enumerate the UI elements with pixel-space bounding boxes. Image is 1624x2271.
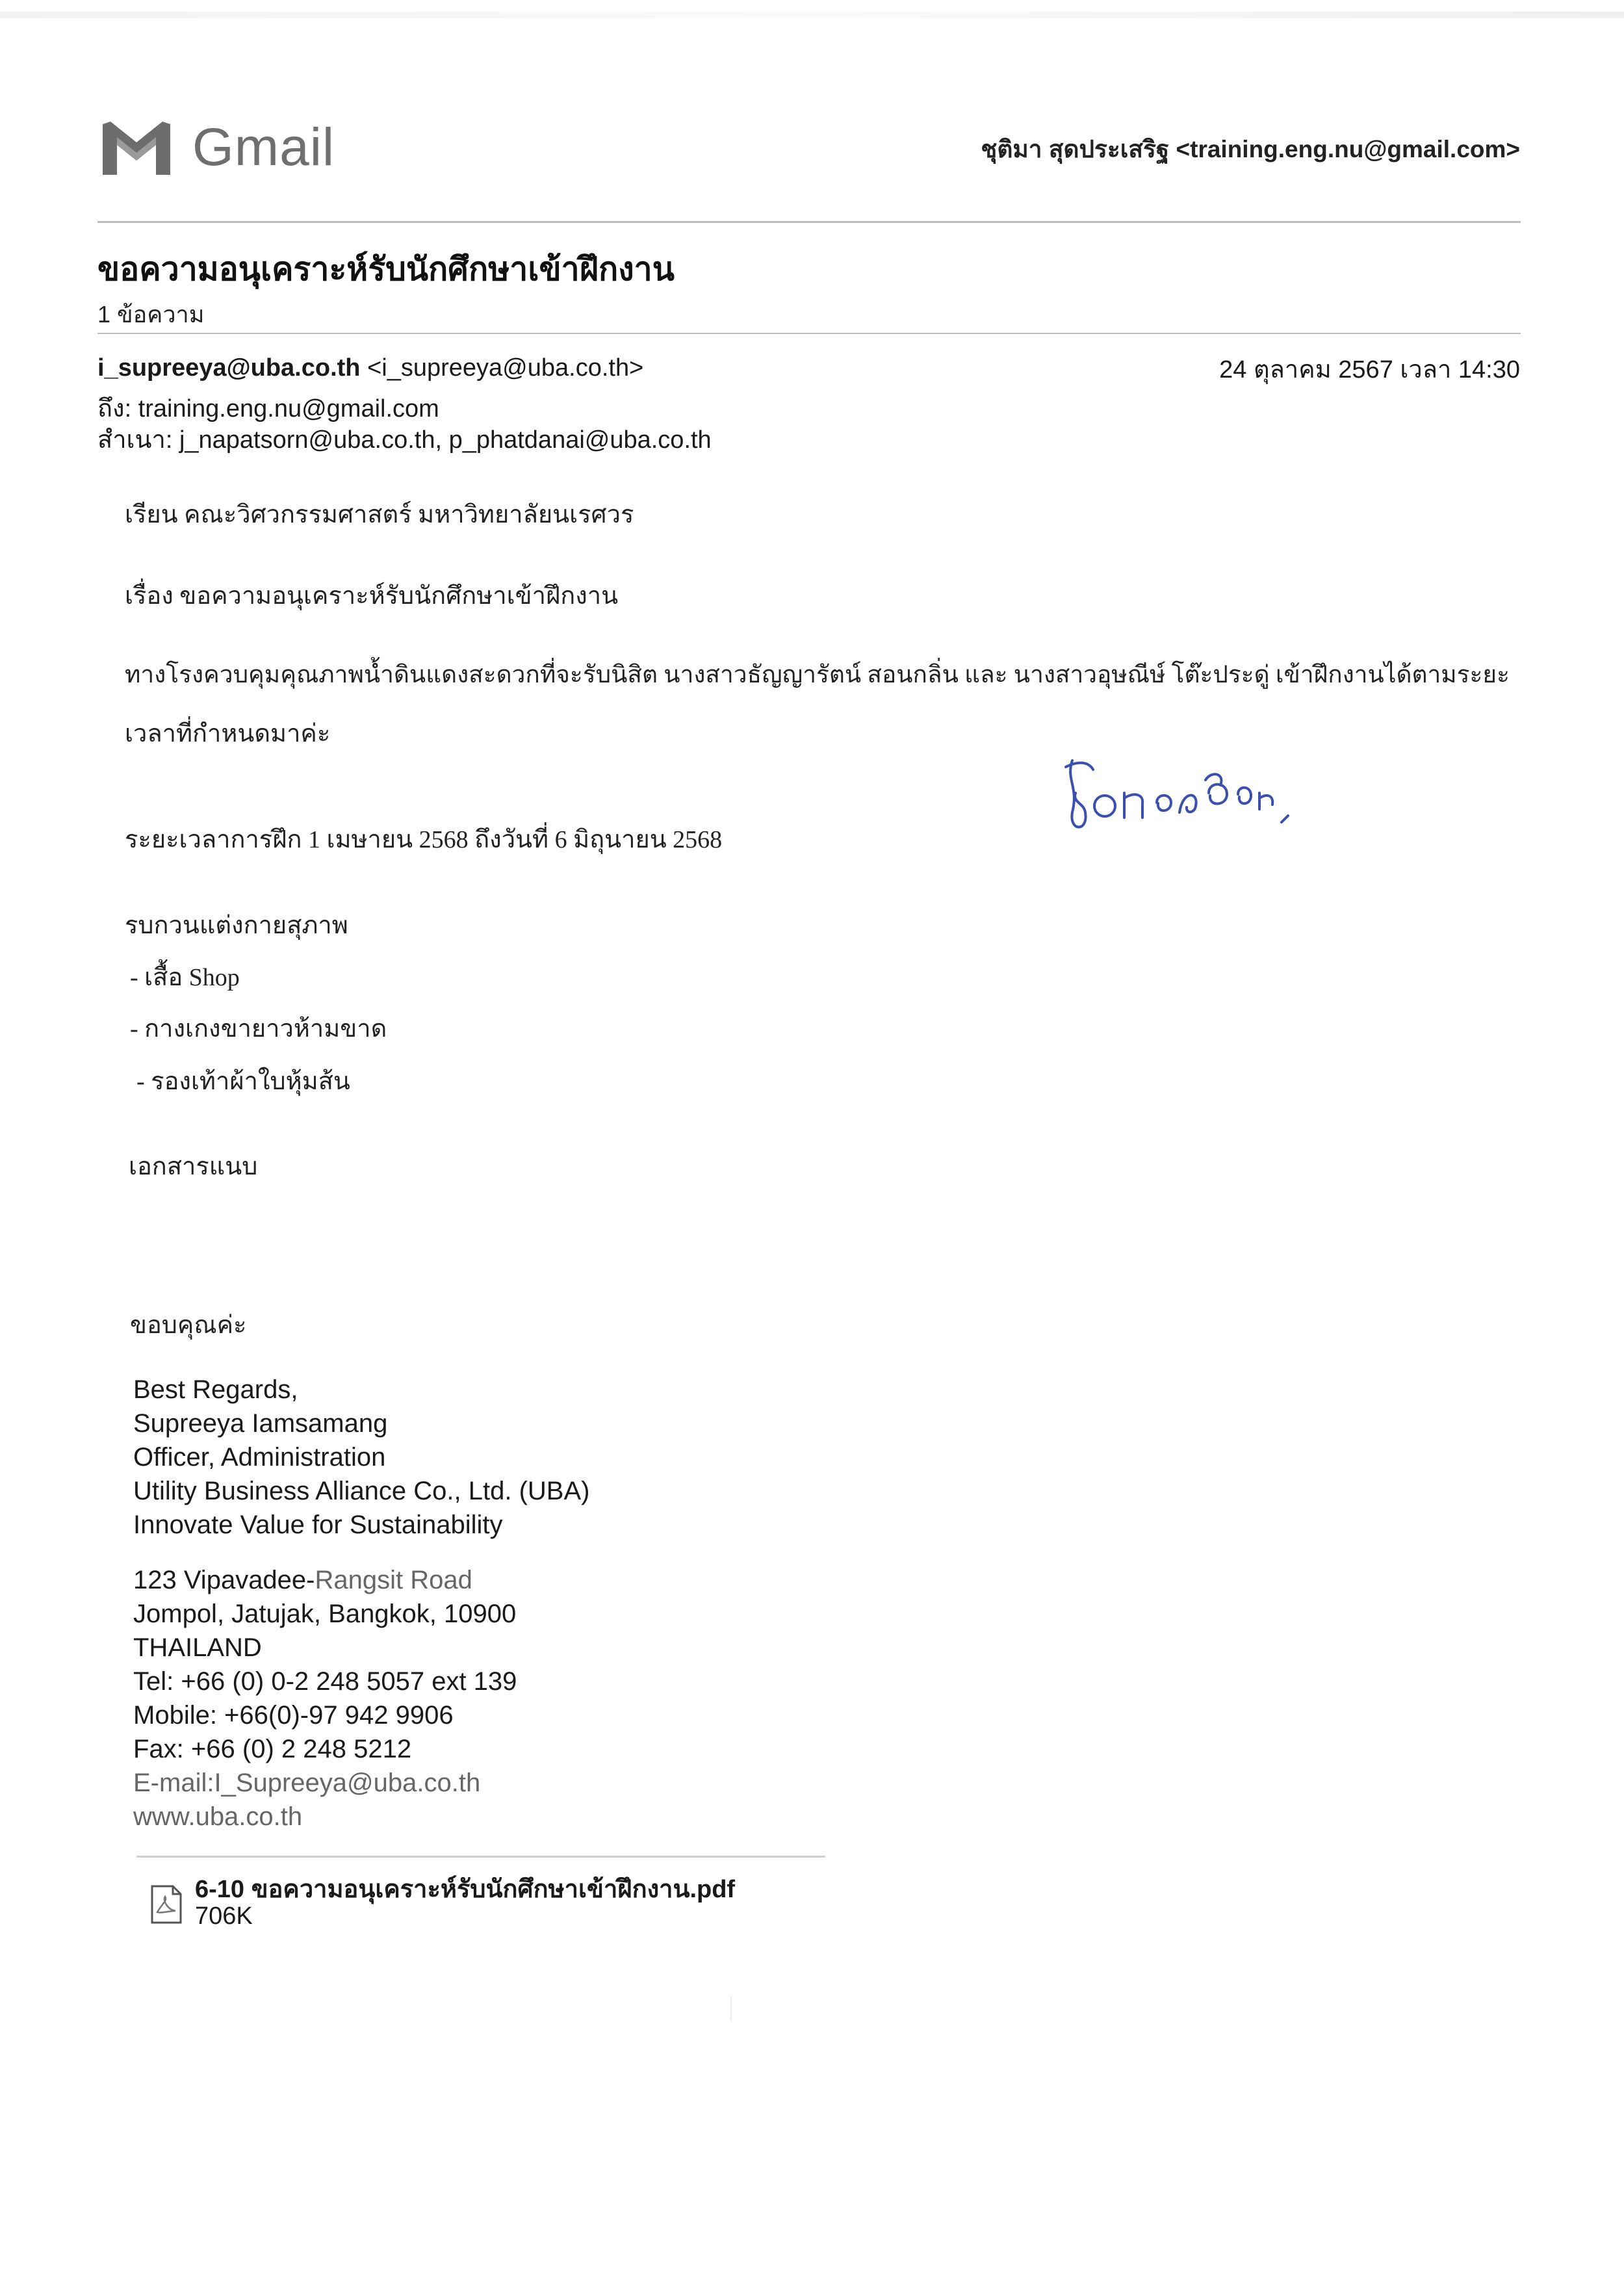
address-street-prefix: 123 Vipavadee- <box>133 1566 315 1594</box>
address-line: Fax: +66 (0) 2 248 5212 <box>133 1735 412 1763</box>
message-count: 1 ข้อความ <box>97 301 205 328</box>
header-divider <box>97 221 1521 223</box>
sender-name: i_supreeya@uba.co.th <box>97 354 361 382</box>
thanks-line: ขอบคุณค่ะ <box>130 1312 247 1339</box>
signature-block <box>133 1373 589 1542</box>
dress-code-title: รบกวนแต่งกายสุภาพ <box>125 912 348 939</box>
cc-line: สำเนา: j_napatsorn@uba.co.th, p_phatdanai@uba.co.th <box>97 426 712 454</box>
thread-subject: ขอความอนุเคราะห์รับนักศึกษาเข้าฝึกงาน <box>97 251 675 287</box>
gmail-wordmark: Gmail <box>192 118 335 177</box>
signature-line: Utility Business Alliance Co., Ltd. (UBA) <box>133 1477 590 1505</box>
dress-code-item: - รองเท้าผ้าใบหุ้มส้น <box>136 1068 350 1095</box>
address-line: Jompol, Jatujak, Bangkok, 10900 <box>133 1600 517 1628</box>
body-paragraph-line-1: ทางโรงควบคุมคุณภาพน้ำดินแดงสะดวกที่จะรับนิสิต นางสาวธัญญารัตน์ สอนกลิ่น และ นางสาวอุษณีษ์ โต๊ะประดู่ เข้าฝึกงานได้ตามระยะ <box>125 662 1510 688</box>
gmail-logo <box>97 117 335 178</box>
attachment-note: เอกสารแนบ <box>129 1153 258 1180</box>
handwritten-note <box>1053 741 1300 845</box>
gmail-m-icon <box>97 118 175 177</box>
pdf-file-icon[interactable] <box>148 1884 185 1925</box>
signature-email: E-mail:I_Supreeya@uba.co.th <box>133 1769 481 1797</box>
attachment-name[interactable]: 6-10 ขอความอนุเคราะห์รับนักศึกษาเข้าฝึกงาน.pdf <box>195 1876 736 1903</box>
address-block <box>133 1563 517 1834</box>
signature-website[interactable]: www.uba.co.th <box>133 1802 303 1831</box>
recipient-line: ถึง: training.eng.nu@gmail.com <box>97 395 439 422</box>
scan-edge-shadow <box>0 12 1624 18</box>
address-line: THAILAND <box>133 1633 262 1662</box>
thread-divider <box>97 333 1521 334</box>
scan-artifact <box>730 1995 732 2021</box>
signature-line: Officer, Administration <box>133 1443 386 1472</box>
signature-line: Best Regards, <box>133 1375 298 1404</box>
attachment-size: 706K <box>195 1902 253 1930</box>
address-street <box>133 1563 517 1597</box>
sender-line <box>97 354 643 382</box>
dress-code-item: - เสื้อ Shop <box>130 964 240 991</box>
message-date: 24 ตุลาคม 2567 เวลา 14:30 <box>1219 356 1520 383</box>
address-line: Mobile: +66(0)-97 942 9906 <box>133 1701 454 1730</box>
address-street-road: Rangsit Road <box>315 1566 472 1594</box>
sender-email: <i_supreeya@uba.co.th> <box>367 354 644 382</box>
attachment-divider <box>136 1856 825 1858</box>
body-paragraph-line-2: เวลาที่กำหนดมาค่ะ <box>125 720 331 747</box>
salutation: เรียน คณะวิศวกรรมศาสตร์ มหาวิทยาลัยนเรศวร <box>125 501 634 528</box>
training-period: ระยะเวลาการฝึก 1 เมษายน 2568 ถึงวันที่ 6 มิถุนายน 2568 <box>125 826 723 853</box>
dress-code-item: - กางเกงขายาวห้ามขาด <box>130 1015 387 1043</box>
signature-line: Supreeya Iamsamang <box>133 1409 388 1438</box>
letter-subject: เรื่อง ขอความอนุเคราะห์รับนักศึกษาเข้าฝึกงาน <box>125 582 619 610</box>
address-line: Tel: +66 (0) 0-2 248 5057 ext 139 <box>133 1667 517 1696</box>
signature-line: Innovate Value for Sustainability <box>133 1511 503 1539</box>
account-name: ชุติมา สุดประเสริฐ <training.eng.nu@gmail.com> <box>981 136 1520 162</box>
